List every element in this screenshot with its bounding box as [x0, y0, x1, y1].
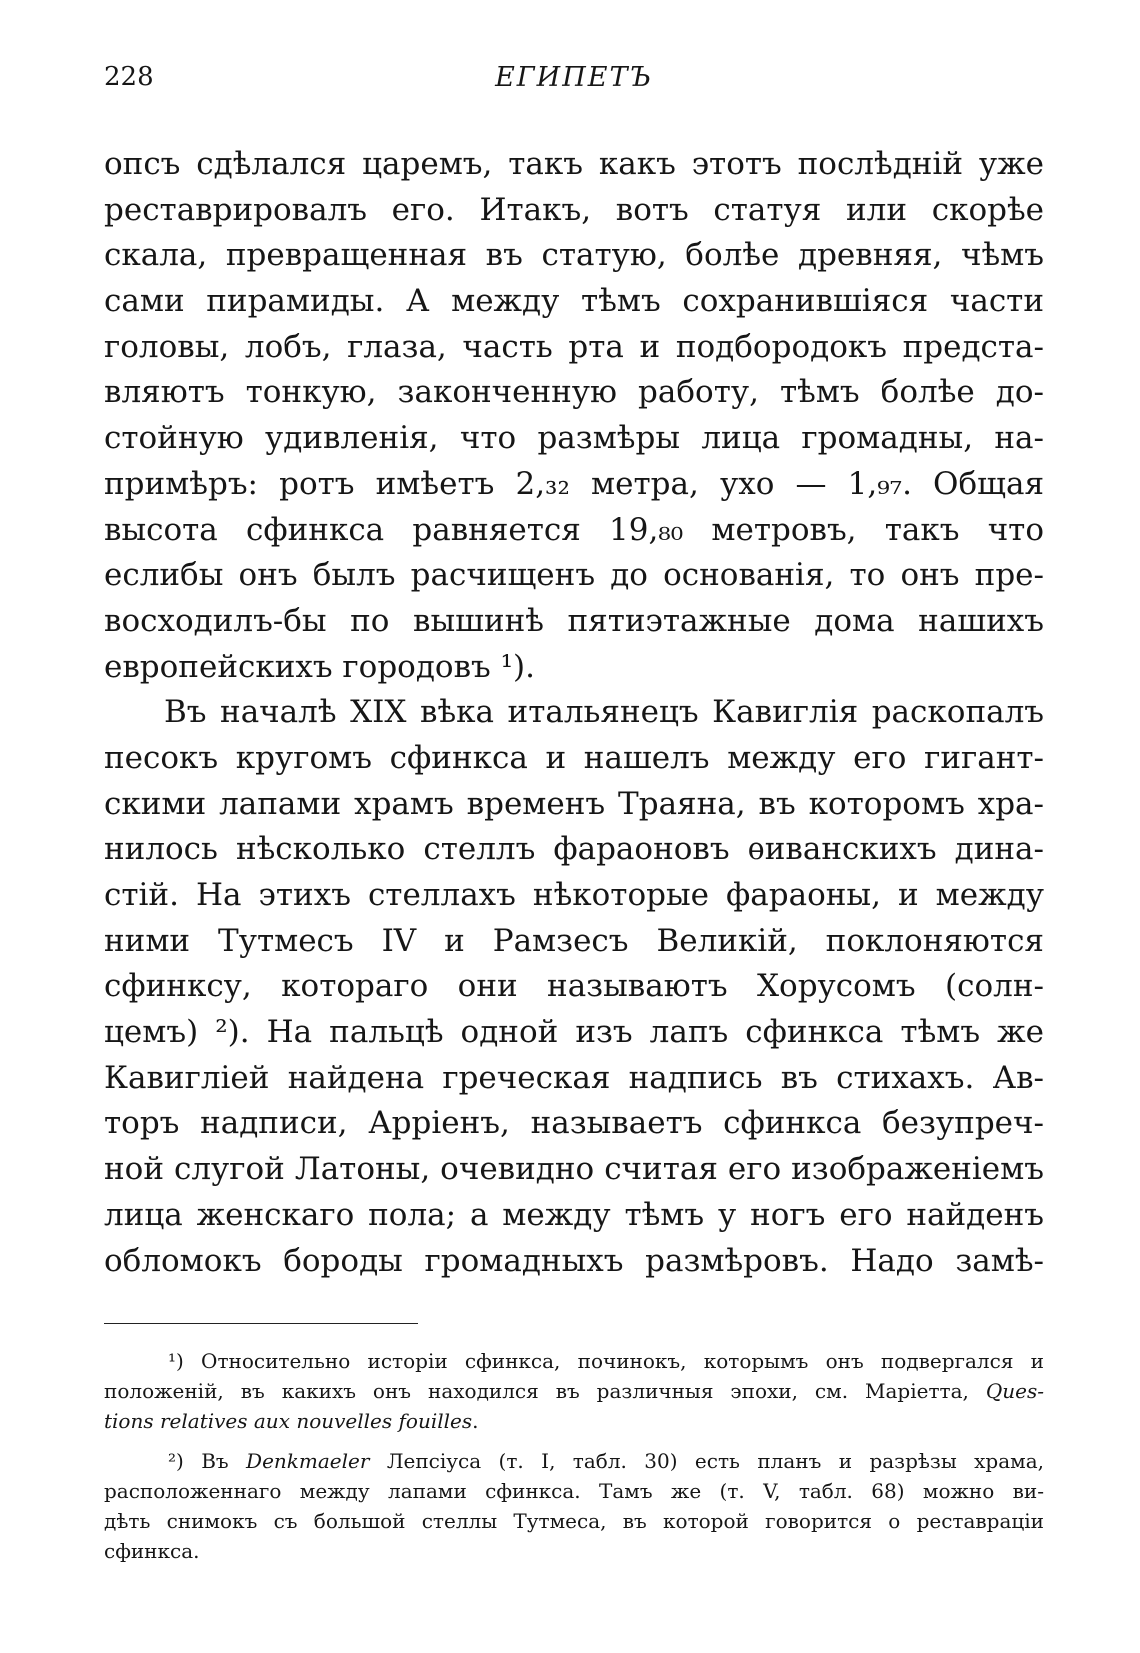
text-line: ними Тутмесъ IV и Рамзесъ Великiй, поклоняются	[104, 922, 1044, 959]
text-line: головы, лобъ, глаза, часть рта и подбородокъ предста-	[104, 328, 1044, 365]
footnote-line: дѣть снимокъ съ большой стеллы Тутмеса, въ которой говорится о реставрацiи	[104, 1509, 1044, 1533]
text-line: еслибы онъ былъ расчищенъ до основанiя, то онъ пре-	[104, 557, 1044, 594]
text-line: обломокъ бороды громадныхъ размѣровъ. Надо замѣ-	[104, 1242, 1044, 1279]
footnote-separator	[104, 1323, 418, 1324]
text-line: стойную удивленiя, что размѣры лица громадны, на-	[104, 420, 1044, 457]
text-line: скала, превращенная въ статую, болѣе древняя, чѣмъ	[104, 237, 1044, 274]
text-line: реставрировалъ его. Итакъ, вотъ статуя или скорѣе	[104, 191, 1044, 228]
footnote-line: сфинкса.	[104, 1539, 200, 1563]
italic-citation: Denkmaeler	[246, 1449, 370, 1473]
text-line: сфинксу, котораго они называютъ Хорусомъ (солн-	[104, 968, 1044, 1005]
text-line: лица женскаго пола; а между тѣмъ у ногъ его найденъ	[104, 1196, 1044, 1233]
footnotes	[104, 1346, 1044, 1566]
italic-citation: tions relatives aux nouvelles fouilles	[104, 1409, 473, 1433]
text-line: высота сфинкса равняется 19,₈₀ метровъ, такъ что	[104, 511, 1044, 548]
paragraph-start-line: Въ началѣ XIX вѣка итальянецъ Кавиглiя раскопалъ	[164, 694, 1044, 731]
text-line: примѣръ: ротъ имѣетъ 2,₃₂ метра, ухо — 1,₉₇. Общая	[104, 465, 1044, 502]
body-text	[104, 142, 1044, 1284]
italic-citation: Ques-	[985, 1379, 1044, 1403]
text-line: скими лапами храмъ временъ Траяна, въ которомъ хра-	[104, 785, 1044, 822]
text-line: вляютъ тонкую, законченную работу, тѣмъ болѣе до-	[104, 374, 1044, 411]
footnote-1	[104, 1346, 1044, 1436]
text-line: опсъ сдѣлался царемъ, такъ какъ этотъ послѣднiй уже	[104, 146, 1044, 182]
footnote-line: положенiй, въ какихъ онъ находился въ различныя эпохи, см. Марiетта, Ques-	[104, 1379, 1044, 1403]
text-line: сами пирамиды. А между тѣмъ сохранившiяся части	[104, 283, 1044, 320]
footnote-line: расположеннаго между лапами сфинкса. Тамъ же (т. V, табл. 68) можно ви-	[104, 1479, 1044, 1503]
text-line: стiй. На этихъ стеллахъ нѣкоторые фараоны, и между	[104, 877, 1044, 913]
footnote-line: ¹) Относительно исторiи сфинкса, починокъ, которымъ онъ подвергался и	[168, 1349, 1044, 1373]
page-header	[104, 62, 1044, 102]
text-line: цемъ) ²). На пальцѣ одной изъ лапъ сфинкса тѣмъ же	[104, 1014, 1044, 1051]
text-line: европейскихъ городовъ ¹).	[104, 648, 536, 685]
text-line: ной слугой Латоны, очевидно считая его изображенiемъ	[104, 1151, 1044, 1188]
footnote-line: ²) Въ Denkmaeler Лепсiуса (т. I, табл. 30) есть планъ и разрѣзы храма,	[168, 1449, 1044, 1473]
text-line: Кавиглiей найдена греческая надпись въ стихахъ. Ав-	[104, 1059, 1044, 1096]
text-line: песокъ кругомъ сфинкса и нашелъ между его гигант-	[104, 739, 1044, 776]
text-line: нилось нѣсколько стеллъ фараоновъ ѳиванскихъ дина-	[104, 831, 1044, 868]
footnote-2	[104, 1446, 1044, 1566]
running-title: ЕГИПЕТЪ	[495, 62, 653, 93]
text-line: восходилъ-бы по вышинѣ пятиэтажные дома нашихъ	[104, 602, 1044, 639]
text-line: торъ надписи, Арріенъ, называетъ сфинкса безупреч-	[104, 1105, 1044, 1142]
footnote-line: tions relatives aux nouvelles fouilles.	[104, 1409, 479, 1433]
page-number: 228	[104, 62, 154, 92]
